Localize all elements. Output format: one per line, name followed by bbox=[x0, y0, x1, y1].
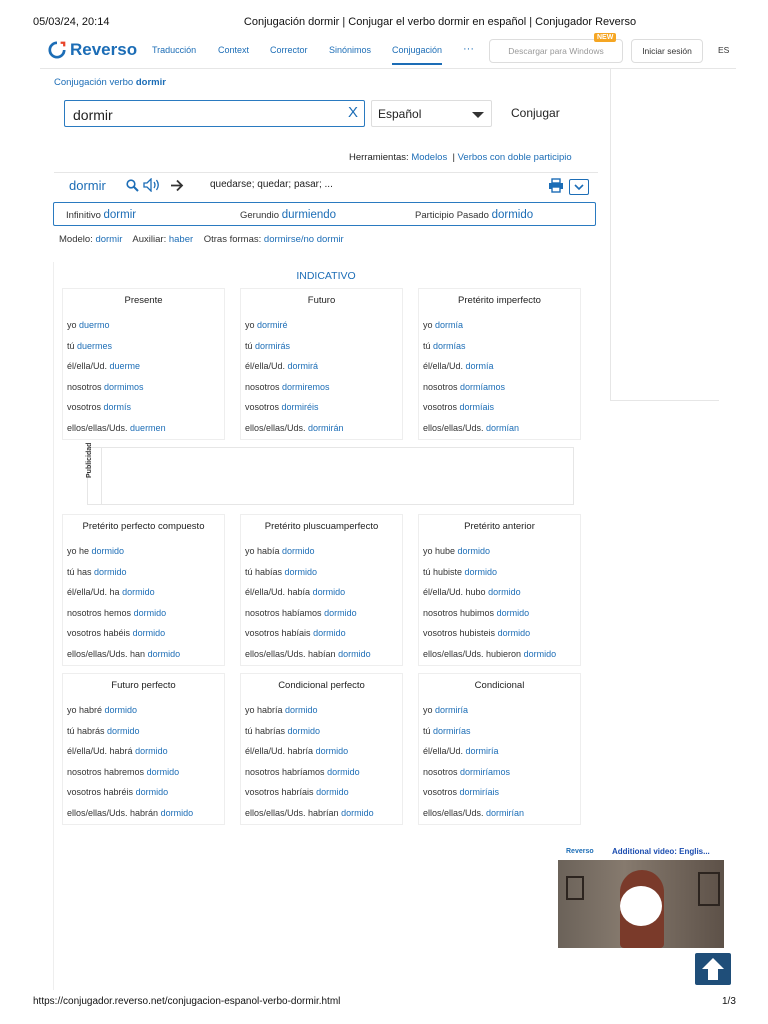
verb-bar-name[interactable]: dormir bbox=[69, 178, 106, 193]
verb-form[interactable]: dormiremos bbox=[282, 381, 330, 392]
verb-form[interactable]: dormido bbox=[316, 787, 349, 798]
pronoun: yo habré bbox=[67, 705, 103, 715]
blurred-face bbox=[620, 886, 662, 926]
conjugation-row bbox=[241, 377, 402, 398]
tense-card bbox=[418, 514, 581, 666]
tools-models-link[interactable]: Modelos bbox=[411, 152, 448, 163]
tense-card bbox=[418, 673, 581, 825]
print-page-number: 1/3 bbox=[722, 996, 736, 1007]
verb-form[interactable]: dormirás bbox=[255, 340, 291, 351]
pronoun: ellos/ellas/Uds. habrían bbox=[245, 807, 339, 818]
tense-card bbox=[240, 673, 403, 825]
verb-form[interactable]: dormido bbox=[315, 746, 349, 757]
video-title[interactable]: Additional video: Englis... bbox=[612, 847, 710, 856]
scroll-to-top-button[interactable] bbox=[695, 953, 731, 985]
pronoun: tú habías bbox=[245, 566, 283, 577]
verb-form[interactable]: dormido bbox=[497, 628, 531, 639]
conjugation-row bbox=[419, 397, 580, 418]
chevron-down-icon[interactable] bbox=[472, 112, 484, 118]
ad-label: Publicidad bbox=[86, 442, 93, 478]
conjugation-row bbox=[241, 315, 402, 336]
verb-form[interactable]: dormido bbox=[324, 607, 357, 618]
conjugation-row bbox=[419, 315, 580, 336]
verb-translations: quedarse; quedar; pasar; ... bbox=[210, 179, 333, 190]
conjugation-row bbox=[241, 562, 402, 583]
conjugation-row bbox=[63, 762, 224, 783]
verb-form[interactable]: dormirá bbox=[287, 361, 319, 372]
pronoun: tú bbox=[423, 340, 431, 351]
other-forms-label: Otras formas: bbox=[203, 234, 262, 245]
conjugation-row bbox=[63, 644, 224, 665]
conjugation-row bbox=[63, 803, 224, 824]
pronoun: yo he bbox=[67, 546, 90, 556]
verb-form[interactable]: dormido bbox=[464, 566, 498, 577]
verb-forms-box bbox=[53, 202, 596, 226]
conjugation-row bbox=[419, 603, 580, 624]
conjugation-row bbox=[419, 356, 580, 377]
conjugation-row bbox=[241, 762, 402, 783]
conjugation-row bbox=[63, 782, 224, 803]
pronoun: él/ella/Ud. ha bbox=[67, 587, 120, 598]
conjugation-row bbox=[241, 782, 402, 803]
tools-line bbox=[349, 152, 572, 163]
conjugation-row bbox=[419, 803, 580, 824]
verb-form[interactable]: dormido bbox=[285, 705, 318, 715]
verb-form[interactable]: dormiríamos bbox=[460, 766, 511, 777]
video-logo: Reverso bbox=[566, 848, 594, 855]
tense-card bbox=[240, 288, 403, 440]
verb-form[interactable]: dormido bbox=[135, 787, 169, 798]
conjugation-row bbox=[419, 762, 580, 783]
tense-title: Futuro perfecto bbox=[111, 680, 176, 691]
download-windows-button[interactable]: Descargar para Windows bbox=[489, 39, 623, 63]
pronoun: él/ella/Ud. habrá bbox=[67, 746, 133, 757]
conjugation-row bbox=[241, 356, 402, 377]
verb-form[interactable]: dormido bbox=[341, 807, 374, 818]
tools-separator: | bbox=[452, 152, 455, 163]
pronoun: vosotros bbox=[67, 402, 102, 413]
conjugation-row bbox=[419, 336, 580, 357]
other-forms-link[interactable]: dormirse/no dormir bbox=[263, 234, 344, 245]
conjugation-row bbox=[63, 700, 224, 721]
pronoun: vosotros habéis bbox=[67, 628, 131, 639]
tense-title: Futuro bbox=[307, 295, 336, 306]
verb-form[interactable]: dormíais bbox=[459, 402, 495, 413]
auxiliary-label: Auxiliar: bbox=[132, 234, 167, 245]
verb-form[interactable]: dormido bbox=[496, 607, 530, 618]
breadcrumb-prefix: Conjugación verbo bbox=[54, 77, 134, 88]
infinitive bbox=[66, 209, 136, 221]
conjugation-row bbox=[241, 336, 402, 357]
verb-form[interactable]: dormido bbox=[282, 546, 315, 556]
verb-form[interactable]: dormido bbox=[284, 566, 318, 577]
verb-form[interactable]: dormirán bbox=[308, 422, 344, 433]
verb-form[interactable]: dormirías bbox=[433, 725, 471, 736]
pronoun: yo bbox=[423, 705, 433, 715]
verb-form[interactable]: dormían bbox=[486, 422, 520, 433]
conjugation-row bbox=[63, 623, 224, 644]
pronoun: yo habría bbox=[245, 705, 283, 715]
conjugation-row bbox=[63, 721, 224, 742]
verb-form[interactable]: dormido bbox=[338, 648, 371, 659]
tense-title: Pretérito anterior bbox=[464, 521, 535, 532]
conjugation-row bbox=[63, 562, 224, 583]
conjugation-row bbox=[63, 541, 224, 562]
conjugation-row bbox=[63, 418, 224, 439]
conjugation-row bbox=[63, 397, 224, 418]
verb-form[interactable]: dormido bbox=[135, 746, 168, 757]
verb-form[interactable]: dormía bbox=[435, 320, 464, 330]
conjugation-row bbox=[63, 741, 224, 762]
pronoun: yo bbox=[245, 320, 255, 330]
pronoun: nosotros habíamos bbox=[245, 607, 322, 618]
verb-form[interactable]: dormido bbox=[313, 628, 346, 639]
pronoun: ellos/ellas/Uds. habían bbox=[245, 648, 336, 659]
conjugation-row bbox=[241, 582, 402, 603]
print-icon[interactable] bbox=[548, 178, 564, 193]
pronoun: vosotros bbox=[423, 787, 458, 798]
verb-form[interactable]: dormido bbox=[91, 546, 125, 556]
pronoun: ellos/ellas/Uds. bbox=[423, 807, 484, 818]
pronoun: tú bbox=[423, 725, 431, 736]
verb-form[interactable]: dormido bbox=[287, 725, 321, 736]
right-sidebar bbox=[610, 68, 719, 401]
model-link[interactable]: dormir bbox=[95, 234, 123, 245]
mood-title: INDICATIVO bbox=[296, 270, 356, 282]
conjugation-row bbox=[63, 315, 224, 336]
pronoun: tú has bbox=[67, 566, 92, 577]
verb-form[interactable]: dormido bbox=[94, 566, 127, 577]
pronoun: nosotros bbox=[67, 381, 102, 392]
expand-button[interactable] bbox=[569, 179, 589, 195]
breadcrumb-verb: dormir bbox=[135, 77, 166, 88]
verb-form[interactable]: dormido bbox=[133, 607, 167, 618]
verb-form[interactable]: dormido bbox=[107, 725, 140, 736]
tense-title: Pretérito imperfecto bbox=[458, 295, 541, 306]
conjugation-row bbox=[241, 623, 402, 644]
verb-form[interactable]: dormido bbox=[104, 705, 138, 715]
pronoun: tú hubiste bbox=[423, 566, 463, 577]
arrow-right-icon[interactable] bbox=[170, 179, 184, 192]
pronoun: tú bbox=[245, 340, 253, 351]
infinitive-value[interactable]: dormir bbox=[103, 209, 137, 221]
chevron-down-icon bbox=[570, 180, 588, 194]
pronoun: yo hube bbox=[423, 546, 456, 556]
pronoun: nosotros bbox=[423, 766, 458, 777]
pronoun: nosotros hubimos bbox=[423, 607, 495, 618]
verb-form[interactable]: duermo bbox=[79, 320, 110, 330]
gerund-value[interactable]: durmiendo bbox=[281, 209, 337, 221]
language-select[interactable]: Español bbox=[371, 100, 492, 127]
tense-title: Condicional bbox=[474, 680, 525, 691]
pronoun: vosotros bbox=[423, 402, 458, 413]
verb-form[interactable]: dormimos bbox=[104, 381, 144, 392]
pronoun: ellos/ellas/Uds. bbox=[67, 422, 128, 433]
pronoun: nosotros habríamos bbox=[245, 766, 325, 777]
logo-text: Reverso bbox=[70, 40, 138, 59]
verb-bar bbox=[54, 172, 598, 199]
past-participle-value[interactable]: dormido bbox=[491, 209, 534, 221]
pronoun: nosotros bbox=[423, 381, 458, 392]
conjugation-row bbox=[419, 377, 580, 398]
reverso-logo-icon bbox=[48, 41, 66, 59]
verb-form[interactable]: dormíamos bbox=[460, 381, 506, 392]
verb-form[interactable]: dormido bbox=[132, 628, 166, 639]
pronoun: él/ella/Ud. bbox=[67, 361, 108, 372]
more-menu-icon[interactable]: ··· bbox=[463, 43, 474, 55]
verb-form[interactable]: duerme bbox=[109, 361, 141, 372]
pronoun: yo había bbox=[245, 546, 280, 556]
pronoun: él/ella/Ud. bbox=[423, 361, 464, 372]
verb-form[interactable]: dormido bbox=[457, 546, 491, 556]
login-button[interactable]: Iniciar sesión bbox=[631, 39, 703, 63]
nav-traduccion[interactable]: Traducción bbox=[152, 45, 197, 55]
tense-card bbox=[240, 514, 403, 666]
verb-form[interactable]: dormiría bbox=[435, 705, 469, 715]
top-navbar bbox=[40, 36, 736, 69]
model-label: Modelo: bbox=[59, 234, 93, 245]
speaker-icon[interactable] bbox=[143, 178, 161, 192]
ad-divider bbox=[101, 448, 102, 504]
conjugation-row bbox=[419, 623, 580, 644]
pronoun: nosotros bbox=[245, 381, 280, 392]
pronoun: vosotros habíais bbox=[245, 628, 311, 639]
pronoun: él/ella/Ud. bbox=[245, 361, 286, 372]
picture-frame bbox=[698, 872, 720, 906]
pronoun: él/ella/Ud. había bbox=[245, 587, 311, 598]
pronoun: tú habrás bbox=[67, 725, 105, 736]
infinitive-label: Infinitivo bbox=[66, 210, 101, 221]
pronoun: ellos/ellas/Uds. bbox=[245, 422, 306, 433]
pronoun: tú bbox=[67, 340, 75, 351]
verb-form[interactable]: dormiría bbox=[465, 746, 499, 757]
print-datetime: 05/03/24, 20:14 bbox=[33, 16, 110, 28]
verb-form[interactable]: dormías bbox=[433, 340, 466, 351]
conjugation-row bbox=[419, 418, 580, 439]
pronoun: él/ella/Ud. habría bbox=[245, 746, 314, 757]
search-icon[interactable] bbox=[126, 179, 139, 192]
tense-title: Presente bbox=[124, 295, 163, 306]
conjugation-row bbox=[419, 562, 580, 583]
conjugation-row bbox=[63, 603, 224, 624]
verb-form[interactable]: dormido bbox=[146, 766, 180, 777]
tense-card bbox=[62, 288, 225, 440]
verb-form[interactable]: dormido bbox=[488, 587, 521, 598]
conjugation-row bbox=[241, 397, 402, 418]
tense-card bbox=[418, 288, 581, 440]
content-border bbox=[53, 262, 54, 990]
picture-frame bbox=[566, 876, 584, 900]
pronoun: ellos/ellas/Uds. bbox=[423, 422, 484, 433]
conjugation-row bbox=[241, 603, 402, 624]
gerund bbox=[240, 209, 336, 221]
pronoun: ellos/ellas/Uds. hubieron bbox=[423, 648, 522, 659]
pronoun: vosotros habréis bbox=[67, 787, 134, 798]
conjugation-row bbox=[419, 541, 580, 562]
conjugation-row bbox=[419, 582, 580, 603]
new-badge: NEW bbox=[594, 33, 616, 42]
past-participle-label: Participio Pasado bbox=[415, 210, 489, 221]
model-line bbox=[59, 234, 344, 245]
tense-title: Pretérito perfecto compuesto bbox=[82, 521, 205, 532]
verb-form[interactable]: dormido bbox=[160, 807, 194, 818]
conjugation-row bbox=[241, 644, 402, 665]
tense-card bbox=[62, 514, 225, 666]
verb-form[interactable]: duermen bbox=[130, 422, 166, 433]
tools-double-participle-link[interactable]: Verbos con doble participio bbox=[457, 152, 572, 163]
interface-language[interactable]: ES bbox=[718, 45, 730, 55]
conjugation-row bbox=[241, 541, 402, 562]
tense-title: Condicional perfecto bbox=[278, 680, 365, 691]
verb-form[interactable]: dormido bbox=[523, 648, 557, 659]
gerund-label: Gerundio bbox=[240, 210, 280, 221]
conjugation-row bbox=[63, 336, 224, 357]
verb-search-input[interactable]: dormir bbox=[64, 100, 365, 127]
conjugation-row bbox=[63, 582, 224, 603]
nav-corrector[interactable]: Corrector bbox=[270, 45, 308, 55]
verb-form[interactable]: dormiréis bbox=[281, 402, 319, 413]
video-player[interactable] bbox=[558, 860, 724, 948]
verb-form[interactable]: dormido bbox=[327, 766, 360, 777]
verb-form[interactable]: dormido bbox=[312, 587, 346, 598]
conjugation-row bbox=[63, 377, 224, 398]
print-doc-title: Conjugación dormir | Conjugar el verbo dormir en español | Conjugador Reverso bbox=[243, 16, 637, 28]
verb-form[interactable]: duermes bbox=[77, 340, 113, 351]
conjugation-row bbox=[63, 356, 224, 377]
pronoun: vosotros habríais bbox=[245, 787, 314, 798]
past-participle bbox=[415, 209, 533, 221]
pronoun: vosotros bbox=[245, 402, 280, 413]
verb-form[interactable]: dormís bbox=[103, 402, 132, 413]
pronoun: ellos/ellas/Uds. han bbox=[67, 648, 146, 659]
verb-form[interactable]: dormiríais bbox=[459, 787, 500, 798]
tense-title: Pretérito pluscuamperfecto bbox=[264, 521, 379, 532]
conjugation-row bbox=[419, 782, 580, 803]
auxiliary-link[interactable]: haber bbox=[168, 234, 194, 245]
pronoun: él/ella/Ud. hubo bbox=[423, 587, 486, 598]
clear-icon[interactable]: X bbox=[348, 104, 359, 121]
pronoun: nosotros hemos bbox=[67, 607, 132, 618]
pronoun: vosotros hubisteis bbox=[423, 628, 496, 639]
verb-form[interactable]: dormido bbox=[147, 648, 181, 659]
conjugation-row bbox=[419, 644, 580, 665]
verb-form[interactable]: dormía bbox=[465, 361, 494, 372]
verb-form[interactable]: dormirían bbox=[486, 807, 525, 818]
breadcrumb[interactable] bbox=[54, 77, 166, 88]
verb-form[interactable]: dormiré bbox=[257, 320, 288, 330]
conjugation-row bbox=[241, 700, 402, 721]
tools-label: Herramientas: bbox=[349, 152, 409, 163]
conjugate-button[interactable]: Conjugar bbox=[511, 106, 560, 120]
nav-context[interactable]: Context bbox=[218, 45, 250, 55]
verb-form[interactable]: dormido bbox=[122, 587, 155, 598]
pronoun: nosotros habremos bbox=[67, 766, 145, 777]
conjugation-row bbox=[419, 700, 580, 721]
reverso-logo[interactable] bbox=[48, 40, 137, 60]
conjugation-row bbox=[241, 803, 402, 824]
pronoun: yo bbox=[67, 320, 77, 330]
conjugation-row bbox=[241, 741, 402, 762]
nav-conjugacion[interactable]: Conjugación bbox=[392, 45, 442, 65]
nav-sinonimos[interactable]: Sinónimos bbox=[329, 45, 372, 55]
conjugation-row bbox=[419, 741, 580, 762]
pronoun: ellos/ellas/Uds. habrán bbox=[67, 807, 159, 818]
pronoun: tú habrías bbox=[245, 725, 286, 736]
arrow-up-icon bbox=[695, 953, 731, 985]
conjugation-row bbox=[241, 418, 402, 439]
conjugation-row bbox=[419, 721, 580, 742]
video-header bbox=[562, 846, 724, 860]
conjugation-row bbox=[241, 721, 402, 742]
ad-slot bbox=[86, 442, 574, 505]
pronoun: él/ella/Ud. bbox=[423, 746, 464, 757]
print-url: https://conjugador.reverso.net/conjugacion-espanol-verbo-dormir.html bbox=[33, 996, 341, 1007]
pronoun: yo bbox=[423, 320, 433, 330]
tense-card bbox=[62, 673, 225, 825]
